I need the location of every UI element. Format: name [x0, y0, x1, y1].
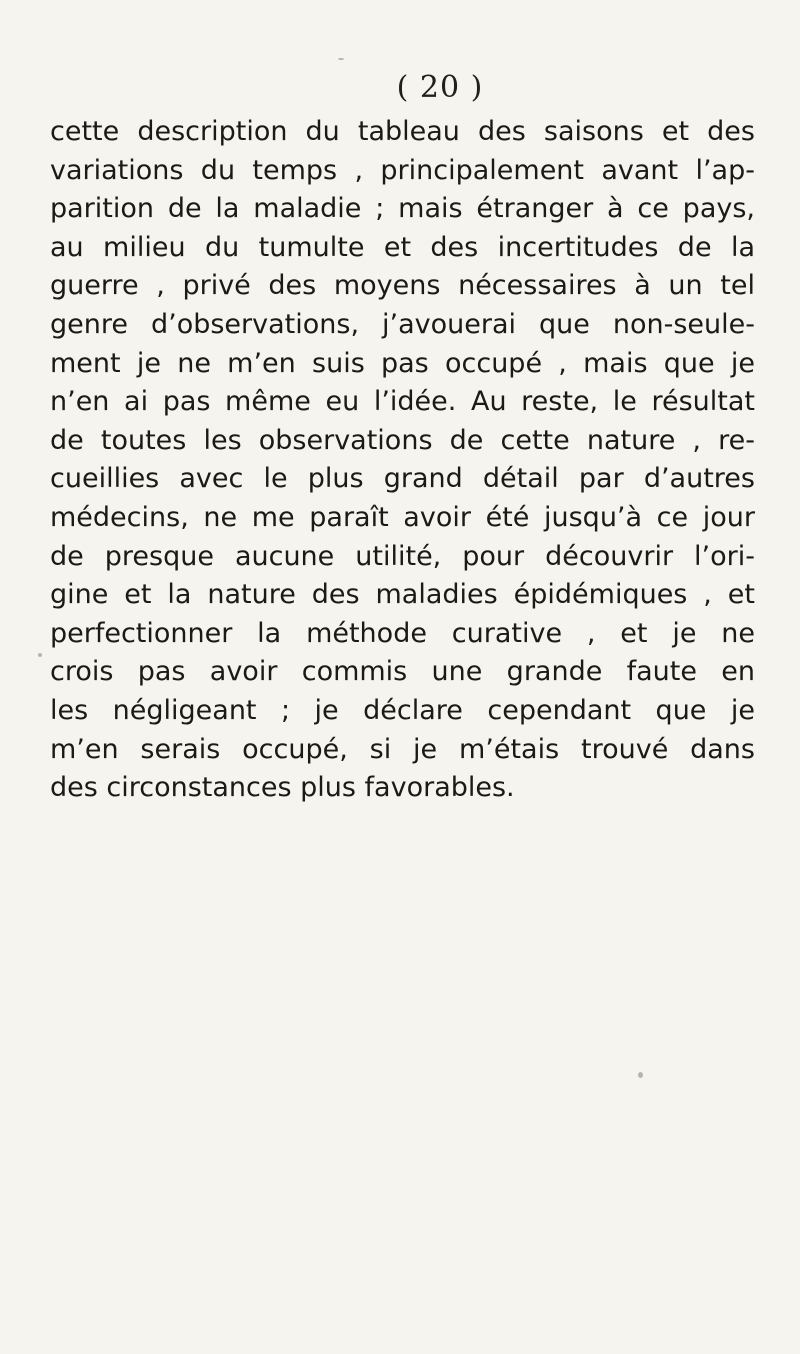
text-line: genre d’observations, j’avouerai que non-seule- — [50, 308, 755, 340]
page-number: ( 20 ) — [396, 70, 484, 105]
body-paragraph — [50, 113, 755, 808]
text-line: les négligeant ; je déclare cependant que je — [50, 694, 755, 726]
paper-speck — [338, 58, 344, 60]
text-line: de toutes les observations de cette nature , re- — [50, 424, 755, 456]
text-line: cette description du tableau des saisons et des — [50, 116, 755, 147]
text-line: m’en serais occupé, si je m’étais trouvé dans — [50, 733, 755, 765]
text-line: cueillies avec le plus grand détail par d’autres — [50, 463, 755, 495]
paper-speck — [638, 1072, 643, 1078]
text-line: des circonstances plus favorables. — [50, 772, 515, 804]
text-line: au milieu du tumulte et des incertitudes de la — [50, 231, 755, 263]
text-line: gine et la nature des maladies épidémiques , et — [50, 579, 755, 611]
text-line: variations du temps , principalement avant l’ap- — [50, 154, 755, 186]
paper-speck — [38, 653, 42, 657]
text-line: ment je ne m’en suis pas occupé , mais que je — [50, 347, 755, 379]
text-line: guerre , privé des moyens nécessaires à un tel — [50, 270, 755, 302]
text-line: perfectionner la méthode curative , et je ne — [50, 617, 755, 649]
text-line: médecins, ne me paraît avoir été jusqu’à ce jour — [50, 501, 755, 533]
text-line: parition de la maladie ; mais étranger à ce pays, — [50, 193, 755, 225]
text-line: crois pas avoir commis une grande faute en — [50, 656, 755, 688]
text-line: de presque aucune utilité, pour découvrir l’ori- — [50, 540, 755, 572]
text-line: n’en ai pas même eu l’idée. Au reste, le résultat — [50, 386, 755, 418]
